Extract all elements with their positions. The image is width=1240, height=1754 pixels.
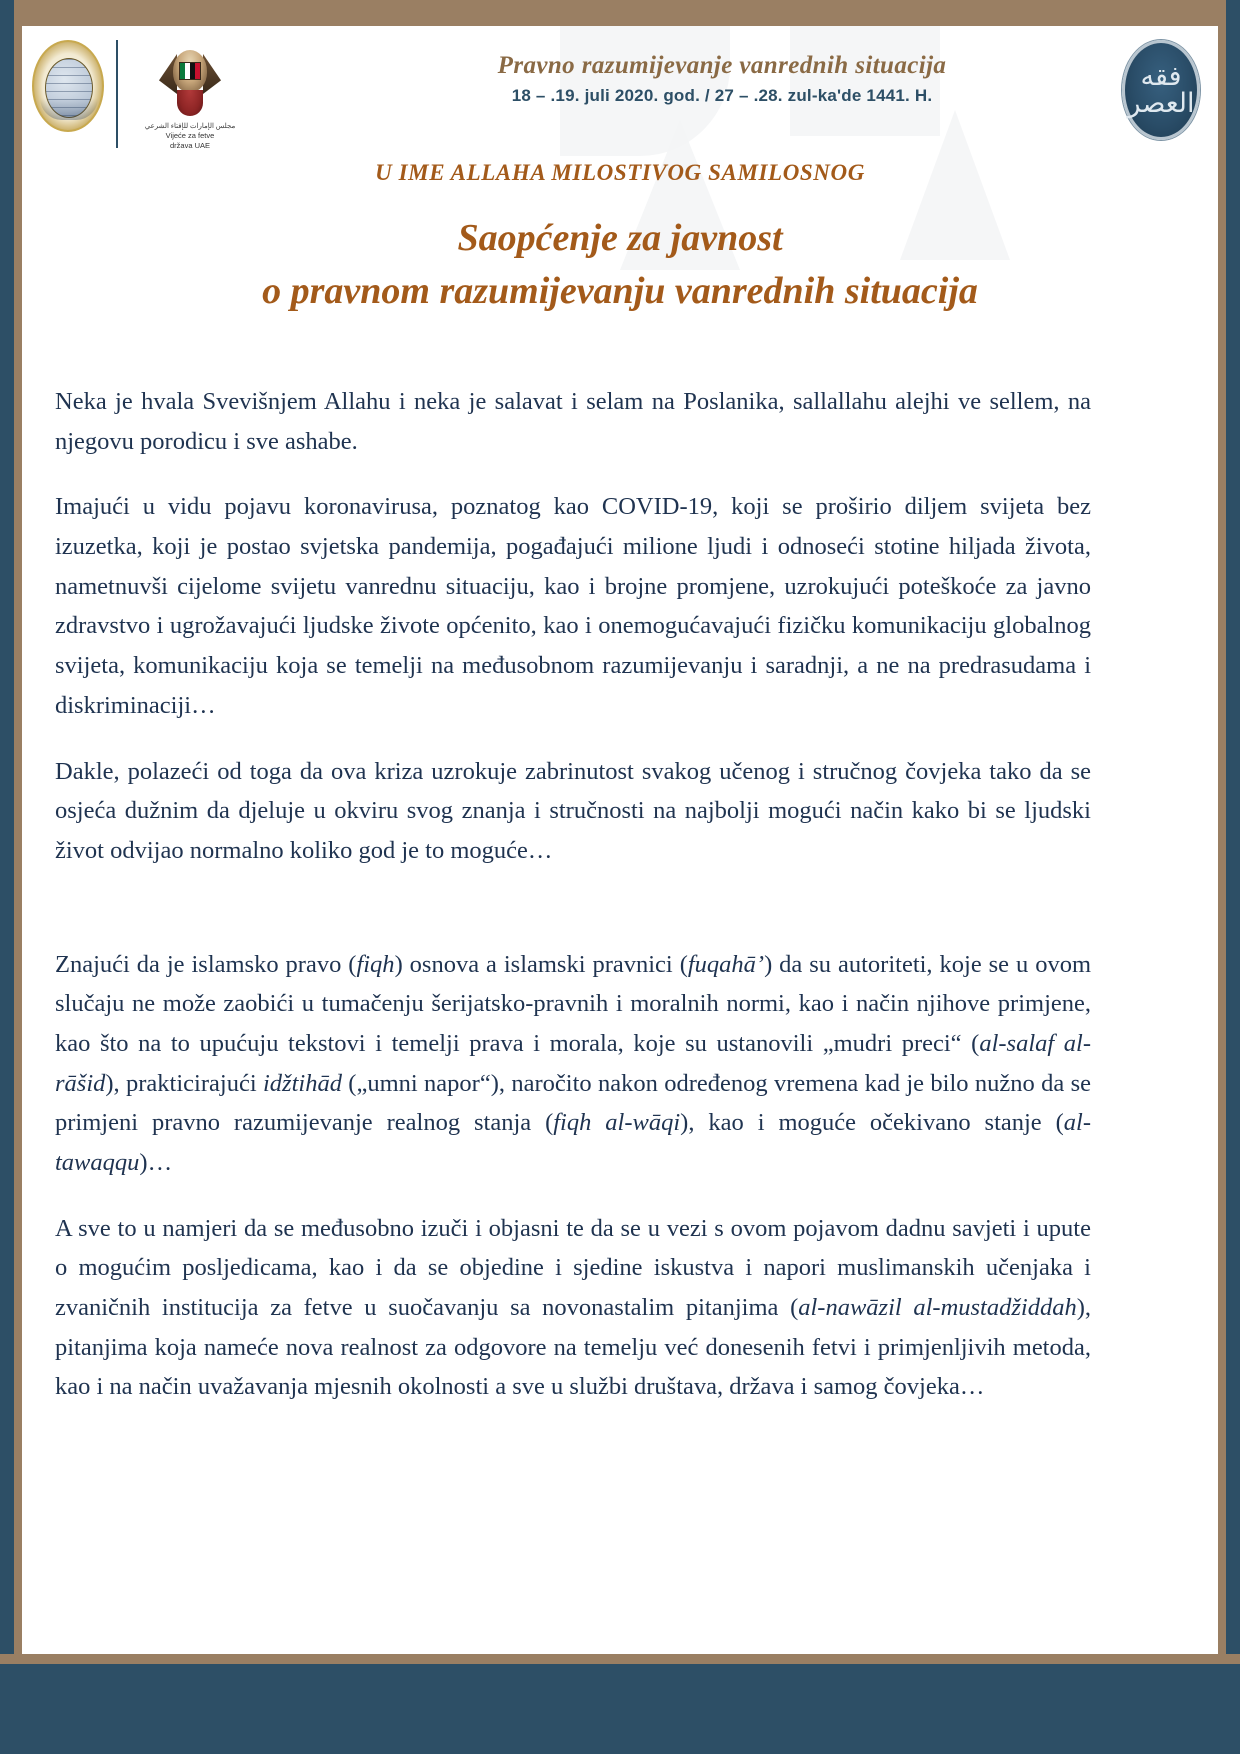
right-edge-bar-brown [1218, 0, 1226, 1754]
paragraph-5: A sve to u namjeri da se međusobno izuči i objasni te da se u vezi s ovom pojavom dadnu savjeti i upute o mogućim posljedicama, kao i da se objedine i sjedine iskustva i napori muslimanskih učenjaka i zvaničnih institucija za fetve u suočavanju sa novonastalim pitanjima (al-nawāzil al-mustadžiddah), pitanjima koja nameće nova realnost za odgovore na temelju već donesenih fetvi i primjenljivih metoda, kao i na način uvažavanja mjesnih okolnosti a sve u službi društava, država i samog čovjeka… [55, 1214, 1092, 1401]
transliteration-term: al-salaf al-rāšid [55, 1029, 1091, 1097]
section-spacer [55, 897, 1091, 945]
falcon-emblem-icon [159, 46, 221, 120]
title-block [22, 160, 1218, 318]
uae-emirates-emblem [130, 40, 250, 151]
transliteration-term: fuqahā’ [687, 950, 765, 978]
paragraph-3: Dakle, polazeći od toga da ova kriza uzrokuje zabrinutost svakog učenog i stručnog čovjeka tako da se osjeća dužnim da djeluje u okviru svog znanja i stručnosti na najbolji mogući način kako bi se ljudski život odvijao normalno koliko god je to moguće… [55, 757, 1091, 864]
left-edge-bar-brown [14, 0, 22, 1754]
uae-logo-arabic-caption: مجلس الإمارات للإفتاء الشرعي [144, 122, 236, 130]
header-rule [22, 146, 1218, 147]
arabic-seal-icon [1122, 40, 1200, 140]
transliteration-term: al-nawāzil al-mustadžiddah [798, 1294, 1077, 1322]
arabic-seal-text: فقه العصر [1127, 61, 1195, 119]
transliteration-term: idžtihād [262, 1069, 342, 1097]
paragraph-1: Neka je hvala Svevišnjem Allahu i neka je salavat i selam na Poslanika, sallallahu alejhi ve sellem, na njegovu porodicu i sve ashabe. [55, 388, 1091, 455]
paragraph-4: Znajući da je islamsko pravo (fiqh) osnova a islamski pravnici (fuqahā’) da su autoriteti, koje se u ovom slučaju ne može zaobići u tumačenju šerijatsko-pravnih i moralnih normi, kao i način njihove primjene, kao što na to upućuju tekstovi i temelji prava i morala, koje su ustanovili „mudri preci“ (al-salaf al-rāšid), prakticirajući idžtihād („umni napor“), naročito nakon određenog vremena kad je bilo nužno da se primjeni pravno razumijevanje realnog stanja (fiqh al-wāqi), kao i moguće očekivano stanje (al-tawaqqu)… [55, 950, 1091, 1176]
page-title-line-2: o pravnom razumijevanju vanrednih situacija [262, 270, 978, 313]
uae-fatwa-council-logo [32, 40, 250, 151]
bottom-decorative-band [0, 1664, 1240, 1754]
header-event-info [402, 52, 1042, 106]
document-body [55, 382, 1091, 1407]
fiqh-council-logo [1122, 40, 1200, 140]
bottom-accent-band [0, 1654, 1240, 1664]
top-decorative-band [0, 0, 1240, 26]
paragraph-2: Imajući u vidu pojavu koronavirusa, poznatog kao COVID-19, koji se proširio diljem svijeta bez izuzetka, koji je postao svjetska pandemija, pogađajući milione ljudi i odnoseći stotine hiljada života, nametnuvši cijelome svijetu vanrednu situaciju, kao i brojne promjene, uzrokujući poteškoće za javno zdravstvo i ugrožavajući ljudske živote općenito, kao i onemogućavajući fizičku komunikaciju globalnog svijeta, komunikaciju koja se temelji na međusobnom razumijevanju i saradnji, a ne na predrasudama i diskriminaciji… [55, 493, 1091, 719]
right-edge-bar-navy [1226, 0, 1240, 1754]
transliteration-term: fiqh [356, 950, 395, 978]
globe-seal-icon [32, 40, 104, 132]
header-divider [116, 40, 118, 148]
uae-logo-caption-line1: Vijeće za fetve [165, 131, 215, 141]
event-title: Pravno razumijevanje vanrednih situacija [497, 52, 947, 79]
uae-logo-caption-line2: država UAE [169, 141, 211, 151]
page-title [22, 212, 1218, 318]
transliteration-term: fiqh al-wāqi [553, 1109, 681, 1137]
bismillah-line: U IME ALLAHA MILOSTIVOG SAMILOSNOG [375, 160, 865, 185]
event-dates: 18 – .19. juli 2020. god. / 27 – .28. zul-ka'de 1441. H. [511, 86, 933, 105]
transliteration-term: al-tawaqqu [55, 1109, 1091, 1176]
left-edge-bar-navy [0, 0, 14, 1754]
page-title-line-1: Saopćenje za javnost [457, 217, 783, 259]
document-header [22, 26, 1218, 151]
